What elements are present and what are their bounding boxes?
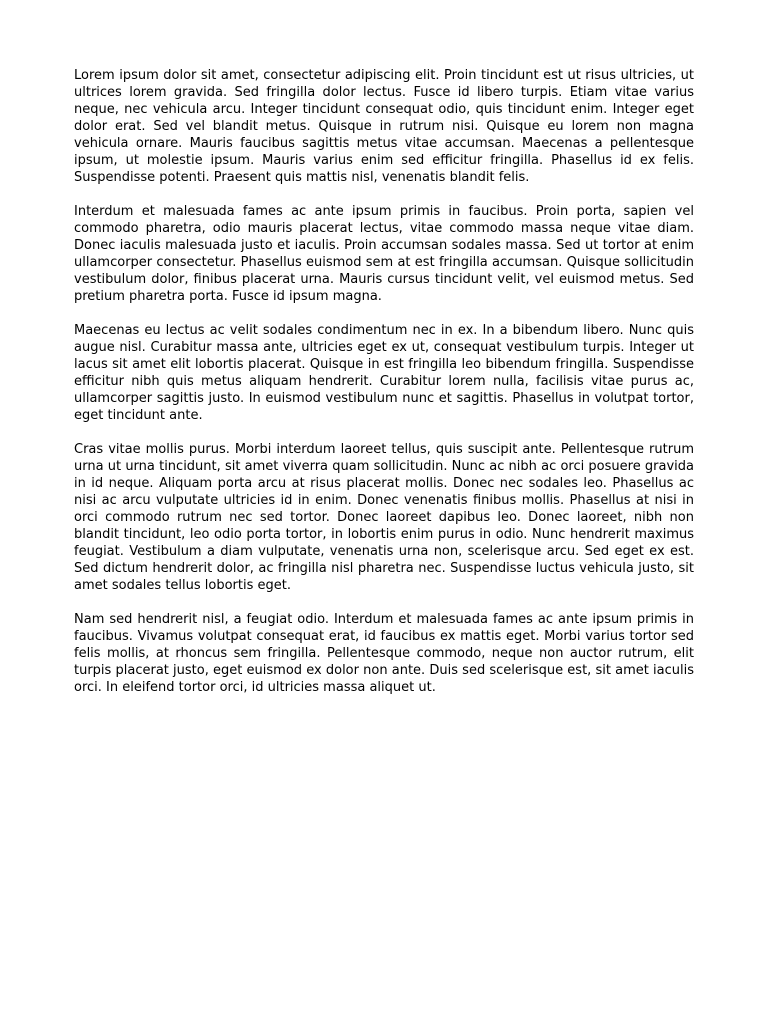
paragraph-5: Nam sed hendrerit nisl, a feugiat odio. Interdum et malesuada fames ac ante ipsum primis in faucibus. Vivamus volutpat consequat erat, id faucibus ex mattis eget. Morbi varius tortor sed felis mollis, at rhoncus sem fringilla. Pellentesque commodo, neque non auctor rutrum, elit turpis placerat justo, eget euismod ex dolor non ante. Duis sed scelerisque est, sit amet iaculis orci. In eleifend tortor orci, id ultricies massa aliquet ut. [74,612,694,695]
paragraph-1: Lorem ipsum dolor sit amet, consectetur adipiscing elit. Proin tincidunt est ut risus ultricies, ut ultrices lorem gravida. Sed fringilla dolor lectus. Fusce id libero turpis. Etiam vitae varius neque, nec vehicula arcu. Integer tincidunt consequat odio, quis tincidunt enim. Integer eget dolor erat. Sed vel blandit metus. Quisque in rutrum nisi. Quisque eu lorem non magna vehicula ornare. Mauris faucibus sagittis metus vitae accumsan. Maecenas a pellentesque ipsum, ut molestie ipsum. Mauris varius enim sed efficitur fringilla. Phasellus id ex felis. Suspendisse potenti. Praesent quis mattis nisl, venenatis blandit felis. [74,68,694,185]
paragraph-4: Cras vitae mollis purus. Morbi interdum laoreet tellus, quis suscipit ante. Pellentesque rutrum urna ut urna tincidunt, sit amet viverra quam sollicitudin. Nunc ac nibh ac orci posuere gravida in id neque. Aliquam porta arcu at risus placerat mollis. Donec nec sodales leo. Phasellus ac nisi ac arcu vulputate ultricies id in enim. Donec venenatis finibus mollis. Phasellus at nisi in orci commodo rutrum nec sed tortor. Donec laoreet dapibus leo. Donec laoreet, nibh non blandit tincidunt, leo odio porta tortor, in lobortis enim purus in odio. Nunc hendrerit maximus feugiat. Vestibulum a diam vulputate, venenatis urna non, scelerisque arcu. Sed eget ex est. Sed dictum hendrerit dolor, ac fringilla nisl pharetra nec. Suspendisse luctus vehicula justo, sit amet sodales tellus lobortis eget. [74,442,694,593]
document-body [74,67,694,713]
paragraph-2: Interdum et malesuada fames ac ante ipsum primis in faucibus. Proin porta, sapien vel commodo pharetra, odio mauris placerat lectus, vitae commodo massa neque vitae diam. Donec iaculis malesuada justo et iaculis. Proin accumsan sodales massa. Sed ut tortor at enim ullamcorper consectetur. Phasellus euismod sem at est fringilla accumsan. Quisque sollicitudin vestibulum dolor, finibus placerat urna. Mauris cursus tincidunt velit, vel euismod metus. Sed pretium pharetra porta. Fusce id ipsum magna. [74,204,694,304]
paragraph-3: Maecenas eu lectus ac velit sodales condimentum nec in ex. In a bibendum libero. Nunc quis augue nisl. Curabitur massa ante, ultricies eget ex ut, consequat vestibulum turpis. Integer ut lacus sit amet elit lobortis placerat. Quisque in est fringilla leo bibendum fringilla. Suspendisse efficitur nibh quis metus aliquam hendrerit. Curabitur lorem nulla, facilisis vitae purus ac, ullamcorper sagittis justo. In euismod vestibulum nunc et sagittis. Phasellus in volutpat tortor, eget tincidunt ante. [74,323,694,423]
